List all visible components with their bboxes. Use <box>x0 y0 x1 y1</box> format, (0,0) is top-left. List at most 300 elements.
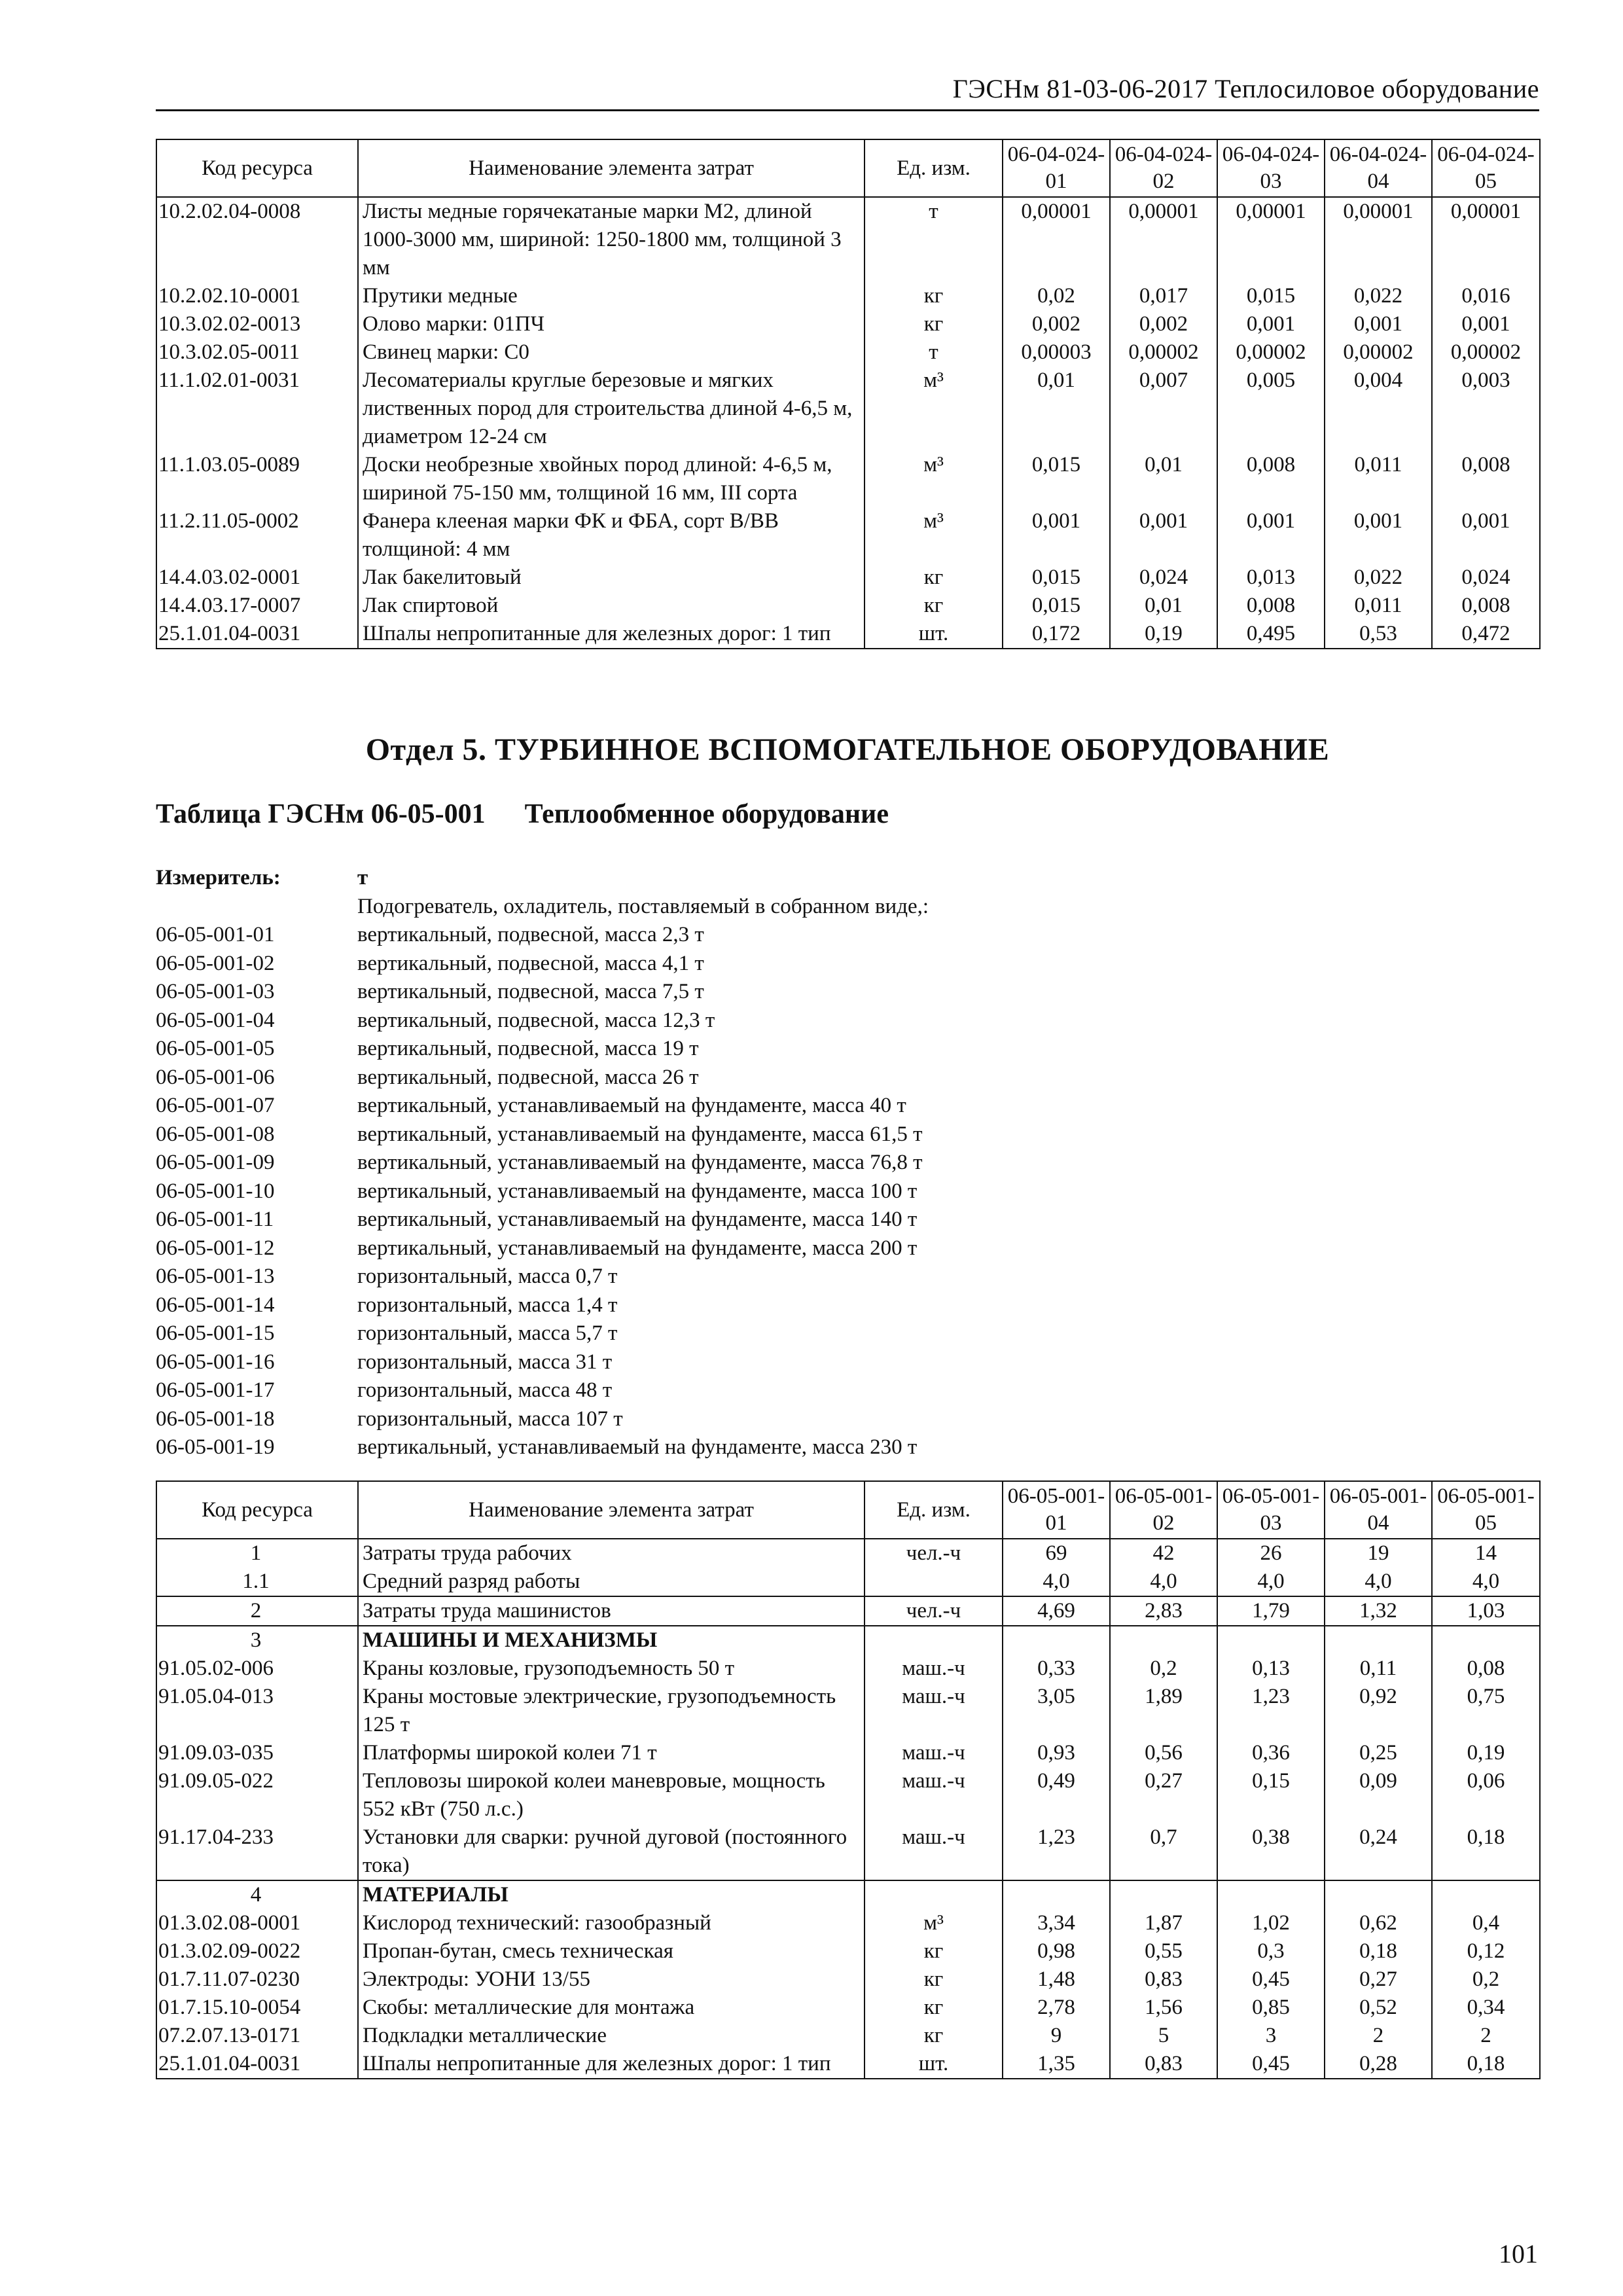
value-cell: 0,495 <box>1217 620 1325 649</box>
value-cell: 26 <box>1217 1539 1325 1568</box>
header-cell: 06-05-001-01 <box>1003 1481 1110 1539</box>
value-cell: 1,02 <box>1217 1909 1325 1937</box>
value-cell: 0,024 <box>1110 564 1217 592</box>
resource-name: Пропан-бутан, смесь техническая <box>358 1937 865 1965</box>
value-cell: 4,0 <box>1217 1568 1325 1596</box>
value-cell: 0,38 <box>1217 1823 1325 1880</box>
unit-cell: м³ <box>865 367 1003 451</box>
resource-name: Листы медные горячекатаные марки М2, длиной 1000-3000 мм, шириной: 1250-1800 мм, толщиной 3 мм <box>358 197 865 282</box>
resource-name: Лесоматериалы круглые березовые и мягких лиственных пород для строительства длиной 4-6,5 м, диаметром 12-24 см <box>358 367 865 451</box>
value-cell: 0,00001 <box>1325 197 1432 282</box>
table-row <box>156 1626 1540 1655</box>
value-cell: 19 <box>1325 1539 1432 1568</box>
unit-cell: чел.-ч <box>865 1539 1003 1568</box>
value-cell: 1,35 <box>1003 2050 1110 2079</box>
value-cell: 0,002 <box>1003 310 1110 338</box>
resource-name: Установки для сварки: ручной дуговой (постоянного тока) <box>358 1823 865 1880</box>
resource-name: Лак бакелитовый <box>358 564 865 592</box>
value-cell: 0,11 <box>1325 1655 1432 1683</box>
value-cell: 0,001 <box>1110 507 1217 564</box>
measure-item-code: 06-05-001-13 <box>156 1265 275 1288</box>
resource-code: 10.3.02.05-0011 <box>156 338 358 367</box>
resource-name: Шпалы непропитанные для железных дорог: 1 тип <box>358 620 865 649</box>
header-cell: Наименование элемента затрат <box>358 139 865 197</box>
measure-item-text: вертикальный, подвесной, масса 26 т <box>357 1065 699 1089</box>
table-row <box>156 310 1540 338</box>
table-row <box>156 1994 1540 2022</box>
value-cell: 2,78 <box>1003 1994 1110 2022</box>
resource-code: 91.17.04-233 <box>156 1823 358 1880</box>
value-cell: 3,05 <box>1003 1683 1110 1739</box>
value-cell: 0,011 <box>1325 451 1432 507</box>
unit-cell: чел.-ч <box>865 1596 1003 1626</box>
value-cell: 0,02 <box>1003 282 1110 310</box>
measure-item-code: 06-05-001-08 <box>156 1122 275 1146</box>
measure-item <box>156 1149 929 1177</box>
table-title <box>156 798 889 830</box>
value-cell <box>1110 1626 1217 1655</box>
table-row <box>156 592 1540 620</box>
resource-name: Затраты труда рабочих <box>358 1539 865 1568</box>
value-cell: 0,53 <box>1325 620 1432 649</box>
value-cell: 0,15 <box>1217 1767 1325 1823</box>
measure-label: Измеритель: <box>156 866 281 889</box>
value-cell: 0,09 <box>1325 1767 1432 1823</box>
value-cell <box>1432 1880 1540 1909</box>
resource-name: Затраты труда машинистов <box>358 1596 865 1626</box>
resource-name: Средний разряд работы <box>358 1568 865 1596</box>
resource-code: 1.1 <box>156 1568 358 1596</box>
value-cell: 0,4 <box>1432 1909 1540 1937</box>
header-cell: Код ресурса <box>156 1481 358 1539</box>
unit-cell: кг <box>865 1994 1003 2022</box>
unit-cell: кг <box>865 2022 1003 2050</box>
unit-cell: кг <box>865 1937 1003 1965</box>
resource-name: Свинец марки: С0 <box>358 338 865 367</box>
value-cell: 0,00003 <box>1003 338 1110 367</box>
value-cell: 0,34 <box>1432 1994 1540 2022</box>
measure-intro-row <box>156 893 929 922</box>
measure-item-text: вертикальный, подвесной, масса 4,1 т <box>357 951 704 975</box>
measure-block <box>156 864 929 1462</box>
value-cell: 0,472 <box>1432 620 1540 649</box>
value-cell: 0,92 <box>1325 1683 1432 1739</box>
value-cell: 42 <box>1110 1539 1217 1568</box>
value-cell: 0,024 <box>1432 564 1540 592</box>
value-cell: 0,83 <box>1110 1965 1217 1994</box>
measure-item-text: горизонтальный, масса 5,7 т <box>357 1321 618 1345</box>
measure-item <box>156 1092 929 1121</box>
resource-name: Краны мостовые электрические, грузоподъемность 125 т <box>358 1683 865 1739</box>
value-cell <box>1003 1880 1110 1909</box>
table-row <box>156 451 1540 507</box>
table-row <box>156 2022 1540 2050</box>
value-cell: 0,015 <box>1003 592 1110 620</box>
unit-cell <box>865 1880 1003 1909</box>
value-cell: 0,007 <box>1110 367 1217 451</box>
unit-cell: кг <box>865 1965 1003 1994</box>
resource-code: 01.7.11.07-0230 <box>156 1965 358 1994</box>
value-cell: 0,62 <box>1325 1909 1432 1937</box>
value-cell: 0,001 <box>1325 310 1432 338</box>
resource-name: Электроды: УОНИ 13/55 <box>358 1965 865 1994</box>
table-row <box>156 620 1540 649</box>
measure-item-code: 06-05-001-06 <box>156 1065 275 1089</box>
value-cell: 0,18 <box>1432 1823 1540 1880</box>
resource-name: Подкладки металлические <box>358 2022 865 2050</box>
value-cell <box>1432 1626 1540 1655</box>
value-cell: 0,00002 <box>1325 338 1432 367</box>
value-cell: 0,00001 <box>1003 197 1110 282</box>
value-cell: 0,2 <box>1110 1655 1217 1683</box>
measure-item-text: вертикальный, подвесной, масса 12,3 т <box>357 1008 715 1032</box>
resource-code: 91.05.02-006 <box>156 1655 358 1683</box>
resource-code: 91.09.05-022 <box>156 1767 358 1823</box>
value-cell: 0,008 <box>1432 592 1540 620</box>
resource-name: Лак спиртовой <box>358 592 865 620</box>
unit-cell: шт. <box>865 2050 1003 2079</box>
value-cell <box>1003 1626 1110 1655</box>
measure-item-text: горизонтальный, масса 1,4 т <box>357 1293 618 1317</box>
resource-name: Краны козловые, грузоподъемность 50 т <box>358 1655 865 1683</box>
value-cell: 0,022 <box>1325 282 1432 310</box>
unit-cell: маш.-ч <box>865 1655 1003 1683</box>
value-cell: 0,004 <box>1325 367 1432 451</box>
value-cell: 0,98 <box>1003 1937 1110 1965</box>
table-row <box>156 338 1540 367</box>
value-cell: 0,56 <box>1110 1739 1217 1767</box>
table-row <box>156 1683 1540 1739</box>
value-cell: 0,27 <box>1325 1965 1432 1994</box>
value-cell: 3 <box>1217 2022 1325 2050</box>
table-row <box>156 1539 1540 1568</box>
value-cell: 1,23 <box>1003 1823 1110 1880</box>
unit-cell: м³ <box>865 507 1003 564</box>
value-cell: 0,75 <box>1432 1683 1540 1739</box>
resource-name: Доски необрезные хвойных пород длиной: 4-6,5 м, шириной 75-150 мм, толщиной 16 мм, III сорта <box>358 451 865 507</box>
value-cell <box>1110 1880 1217 1909</box>
value-cell: 0,001 <box>1432 310 1540 338</box>
value-cell: 0,25 <box>1325 1739 1432 1767</box>
measure-item-text: горизонтальный, масса 107 т <box>357 1407 623 1431</box>
measure-item-text: вертикальный, устанавливаемый на фундаменте, масса 76,8 т <box>357 1151 923 1174</box>
resource-code: 1 <box>156 1539 358 1568</box>
measure-item <box>156 1007 929 1035</box>
measure-item-text: вертикальный, подвесной, масса 19 т <box>357 1037 699 1060</box>
value-cell: 0,015 <box>1003 564 1110 592</box>
value-cell: 0,00002 <box>1432 338 1540 367</box>
header-cell: 06-04-024-03 <box>1217 139 1325 197</box>
value-cell: 0,003 <box>1432 367 1540 451</box>
resource-code: 11.1.03.05-0089 <box>156 451 358 507</box>
value-cell: 5 <box>1110 2022 1217 2050</box>
measure-item-code: 06-05-001-15 <box>156 1321 275 1345</box>
value-cell: 1,48 <box>1003 1965 1110 1994</box>
value-cell <box>1325 1626 1432 1655</box>
resource-name: Кислород технический: газообразный <box>358 1909 865 1937</box>
measure-item <box>156 1064 929 1092</box>
resource-name: Тепловозы широкой колеи маневровые, мощность 552 кВт (750 л.с.) <box>358 1767 865 1823</box>
measure-item-text: вертикальный, устанавливаемый на фундаменте, масса 230 т <box>357 1435 918 1459</box>
resource-name: МАШИНЫ И МЕХАНИЗМЫ <box>358 1626 865 1655</box>
value-cell: 1,56 <box>1110 1994 1217 2022</box>
resource-name: Прутики медные <box>358 282 865 310</box>
value-cell: 4,0 <box>1432 1568 1540 1596</box>
value-cell: 0,008 <box>1217 592 1325 620</box>
table-header-row <box>156 139 1540 197</box>
table-row <box>156 2050 1540 2079</box>
value-cell: 0,83 <box>1110 2050 1217 2079</box>
resource-name: Олово марки: 01ПЧ <box>358 310 865 338</box>
resource-code: 4 <box>156 1880 358 1909</box>
measure-item-code: 06-05-001-01 <box>156 923 275 946</box>
value-cell: 0,08 <box>1432 1655 1540 1683</box>
measure-intro: Подогреватель, охладитель, поставляемый в собранном виде,: <box>357 894 929 918</box>
value-cell: 0,7 <box>1110 1823 1217 1880</box>
value-cell: 4,0 <box>1110 1568 1217 1596</box>
measure-item-text: вертикальный, устанавливаемый на фундаменте, масса 40 т <box>357 1094 906 1117</box>
unit-cell: кг <box>865 282 1003 310</box>
measure-item-code: 06-05-001-02 <box>156 951 275 975</box>
value-cell: 0,01 <box>1003 367 1110 451</box>
measure-item-text: вертикальный, устанавливаемый на фундаменте, масса 61,5 т <box>357 1122 923 1146</box>
measure-item-code: 06-05-001-16 <box>156 1350 275 1374</box>
measure-item-code: 06-05-001-17 <box>156 1378 275 1402</box>
unit-cell <box>865 1568 1003 1596</box>
value-cell: 0,011 <box>1325 592 1432 620</box>
unit-cell: кг <box>865 310 1003 338</box>
measure-item <box>156 1405 929 1434</box>
measure-item-text: вертикальный, устанавливаемый на фундаменте, масса 200 т <box>357 1236 918 1260</box>
table-row <box>156 1568 1540 1596</box>
header-cell: 06-05-001-02 <box>1110 1481 1217 1539</box>
value-cell: 0,18 <box>1325 1937 1432 1965</box>
table-row <box>156 1739 1540 1767</box>
resource-name: МАТЕРИАЛЫ <box>358 1880 865 1909</box>
resource-table-06-05-001 <box>156 1480 1541 2079</box>
value-cell: 9 <box>1003 2022 1110 2050</box>
resource-code: 14.4.03.02-0001 <box>156 564 358 592</box>
header-cell: Ед. изм. <box>865 1481 1003 1539</box>
table-row <box>156 1880 1540 1909</box>
value-cell: 0,3 <box>1217 1937 1325 1965</box>
value-cell: 1,87 <box>1110 1909 1217 1937</box>
value-cell: 0,008 <box>1217 451 1325 507</box>
header-cell: 06-05-001-05 <box>1432 1481 1540 1539</box>
unit-cell: т <box>865 338 1003 367</box>
measure-item-code: 06-05-001-09 <box>156 1151 275 1174</box>
value-cell: 4,0 <box>1325 1568 1432 1596</box>
value-cell <box>1217 1880 1325 1909</box>
header-cell: 06-04-024-04 <box>1325 139 1432 197</box>
value-cell: 1,32 <box>1325 1596 1432 1626</box>
unit-cell: кг <box>865 592 1003 620</box>
resource-code: 10.3.02.02-0013 <box>156 310 358 338</box>
table-row <box>156 1767 1540 1823</box>
measure-item <box>156 1177 929 1206</box>
value-cell: 2 <box>1432 2022 1540 2050</box>
header-cell: 06-05-001-03 <box>1217 1481 1325 1539</box>
measure-item-code: 06-05-001-11 <box>156 1208 274 1231</box>
unit-cell: кг <box>865 564 1003 592</box>
resource-table-06-04-024 <box>156 139 1541 649</box>
value-cell: 0,001 <box>1217 310 1325 338</box>
value-cell: 4,69 <box>1003 1596 1110 1626</box>
value-cell: 0,013 <box>1217 564 1325 592</box>
resource-code: 25.1.01.04-0031 <box>156 620 358 649</box>
measure-item-text: вертикальный, подвесной, масса 7,5 т <box>357 980 704 1003</box>
value-cell: 0,19 <box>1110 620 1217 649</box>
header-cell: 06-04-024-05 <box>1432 139 1540 197</box>
value-cell: 0,01 <box>1110 451 1217 507</box>
measure-item <box>156 1433 929 1462</box>
unit-cell: м³ <box>865 1909 1003 1937</box>
value-cell: 2 <box>1325 2022 1432 2050</box>
value-cell: 0,008 <box>1432 451 1540 507</box>
table-number: Таблица ГЭСНм 06-05-001 <box>156 799 486 829</box>
table-row <box>156 1823 1540 1880</box>
header-cell: Наименование элемента затрат <box>358 1481 865 1539</box>
value-cell: 1,79 <box>1217 1596 1325 1626</box>
resource-name: Скобы: металлические для монтажа <box>358 1994 865 2022</box>
measure-item <box>156 1206 929 1234</box>
unit-cell: маш.-ч <box>865 1767 1003 1823</box>
measure-item-text: горизонтальный, масса 31 т <box>357 1350 613 1374</box>
value-cell: 0,017 <box>1110 282 1217 310</box>
value-cell: 1,23 <box>1217 1683 1325 1739</box>
value-cell: 0,00001 <box>1432 197 1540 282</box>
unit-cell: м³ <box>865 451 1003 507</box>
measure-item <box>156 1121 929 1149</box>
resource-code: 10.2.02.04-0008 <box>156 197 358 282</box>
resource-code: 14.4.03.17-0007 <box>156 592 358 620</box>
header-cell: 06-05-001-04 <box>1325 1481 1432 1539</box>
value-cell: 0,06 <box>1432 1767 1540 1823</box>
measure-item-code: 06-05-001-12 <box>156 1236 275 1260</box>
measure-item <box>156 921 929 950</box>
resource-code: 91.09.03-035 <box>156 1739 358 1767</box>
table-row <box>156 564 1540 592</box>
value-cell: 0,001 <box>1432 507 1540 564</box>
measure-item <box>156 1319 929 1348</box>
section-title: Отдел 5. ТУРБИННОЕ ВСПОМОГАТЕЛЬНОЕ ОБОРУДОВАНИЕ <box>365 732 1330 767</box>
unit-cell: т <box>865 197 1003 282</box>
resource-code: 10.2.02.10-0001 <box>156 282 358 310</box>
value-cell: 0,24 <box>1325 1823 1432 1880</box>
value-cell: 0,00002 <box>1110 338 1217 367</box>
value-cell: 0,36 <box>1217 1739 1325 1767</box>
resource-code: 11.2.11.05-0002 <box>156 507 358 564</box>
measure-item-code: 06-05-001-19 <box>156 1435 275 1459</box>
measure-item-code: 06-05-001-03 <box>156 980 275 1003</box>
header-cell: Ед. изм. <box>865 139 1003 197</box>
resource-code: 01.3.02.08-0001 <box>156 1909 358 1937</box>
value-cell: 0,015 <box>1003 451 1110 507</box>
measure-item-code: 06-05-001-18 <box>156 1407 275 1431</box>
value-cell: 1,03 <box>1432 1596 1540 1626</box>
resource-name: Платформы широкой колеи 71 т <box>358 1739 865 1767</box>
resource-name: Шпалы непропитанные для железных дорог: 1 тип <box>358 2050 865 2079</box>
measure-item <box>156 978 929 1007</box>
value-cell: 0,00001 <box>1110 197 1217 282</box>
value-cell: 0,13 <box>1217 1655 1325 1683</box>
resource-code: 01.3.02.09-0022 <box>156 1937 358 1965</box>
table-name: Теплообменное оборудование <box>524 799 889 829</box>
value-cell: 0,022 <box>1325 564 1432 592</box>
measure-item <box>156 1376 929 1405</box>
value-cell: 0,52 <box>1325 1994 1432 2022</box>
table-header-row <box>156 1481 1540 1539</box>
value-cell: 1,89 <box>1110 1683 1217 1739</box>
measure-item-code: 06-05-001-14 <box>156 1293 275 1317</box>
header-cell: 06-04-024-02 <box>1110 139 1217 197</box>
resource-code: 3 <box>156 1626 358 1655</box>
unit-cell: маш.-ч <box>865 1739 1003 1767</box>
resource-code: 11.1.02.01-0031 <box>156 367 358 451</box>
measure-item <box>156 1234 929 1263</box>
measure-item <box>156 950 929 978</box>
measure-item <box>156 1263 929 1291</box>
table-row <box>156 507 1540 564</box>
unit-cell <box>865 1626 1003 1655</box>
measure-item-text: вертикальный, подвесной, масса 2,3 т <box>357 923 704 946</box>
value-cell: 0,001 <box>1003 507 1110 564</box>
measure-item <box>156 1035 929 1064</box>
value-cell: 0,55 <box>1110 1937 1217 1965</box>
value-cell: 0,01 <box>1110 592 1217 620</box>
table-row <box>156 1965 1540 1994</box>
resource-code: 2 <box>156 1596 358 1626</box>
value-cell: 0,85 <box>1217 1994 1325 2022</box>
table-row <box>156 282 1540 310</box>
unit-cell: маш.-ч <box>865 1823 1003 1880</box>
value-cell: 0,005 <box>1217 367 1325 451</box>
measure-item-text: горизонтальный, масса 0,7 т <box>357 1265 618 1288</box>
value-cell: 0,172 <box>1003 620 1110 649</box>
value-cell: 0,2 <box>1432 1965 1540 1994</box>
table-row <box>156 367 1540 451</box>
value-cell <box>1325 1880 1432 1909</box>
resource-code: 91.05.04-013 <box>156 1683 358 1739</box>
value-cell: 0,00002 <box>1217 338 1325 367</box>
resource-code: 25.1.01.04-0031 <box>156 2050 358 2079</box>
value-cell: 0,33 <box>1003 1655 1110 1683</box>
running-header: ГЭСНм 81-03-06-2017 Теплосиловое оборудование <box>156 73 1539 111</box>
resource-code: 01.7.15.10-0054 <box>156 1994 358 2022</box>
value-cell: 3,34 <box>1003 1909 1110 1937</box>
value-cell <box>1217 1626 1325 1655</box>
unit-cell: маш.-ч <box>865 1683 1003 1739</box>
measure-item <box>156 1348 929 1377</box>
measure-item-code: 06-05-001-07 <box>156 1094 275 1117</box>
resource-name: Фанера клееная марки ФК и ФБА, сорт В/ВВ толщиной: 4 мм <box>358 507 865 564</box>
table-row <box>156 1937 1540 1965</box>
value-cell: 0,001 <box>1325 507 1432 564</box>
resource-code: 07.2.07.13-0171 <box>156 2022 358 2050</box>
value-cell: 0,19 <box>1432 1739 1540 1767</box>
measure-item-code: 06-05-001-05 <box>156 1037 275 1060</box>
value-cell: 69 <box>1003 1539 1110 1568</box>
table-row <box>156 1655 1540 1683</box>
value-cell: 0,002 <box>1110 310 1217 338</box>
value-cell: 0,45 <box>1217 2050 1325 2079</box>
page-number: 101 <box>1499 2239 1538 2269</box>
header-cell: 06-04-024-01 <box>1003 139 1110 197</box>
value-cell: 4,0 <box>1003 1568 1110 1596</box>
table-row <box>156 1909 1540 1937</box>
value-cell: 0,28 <box>1325 2050 1432 2079</box>
value-cell: 0,18 <box>1432 2050 1540 2079</box>
